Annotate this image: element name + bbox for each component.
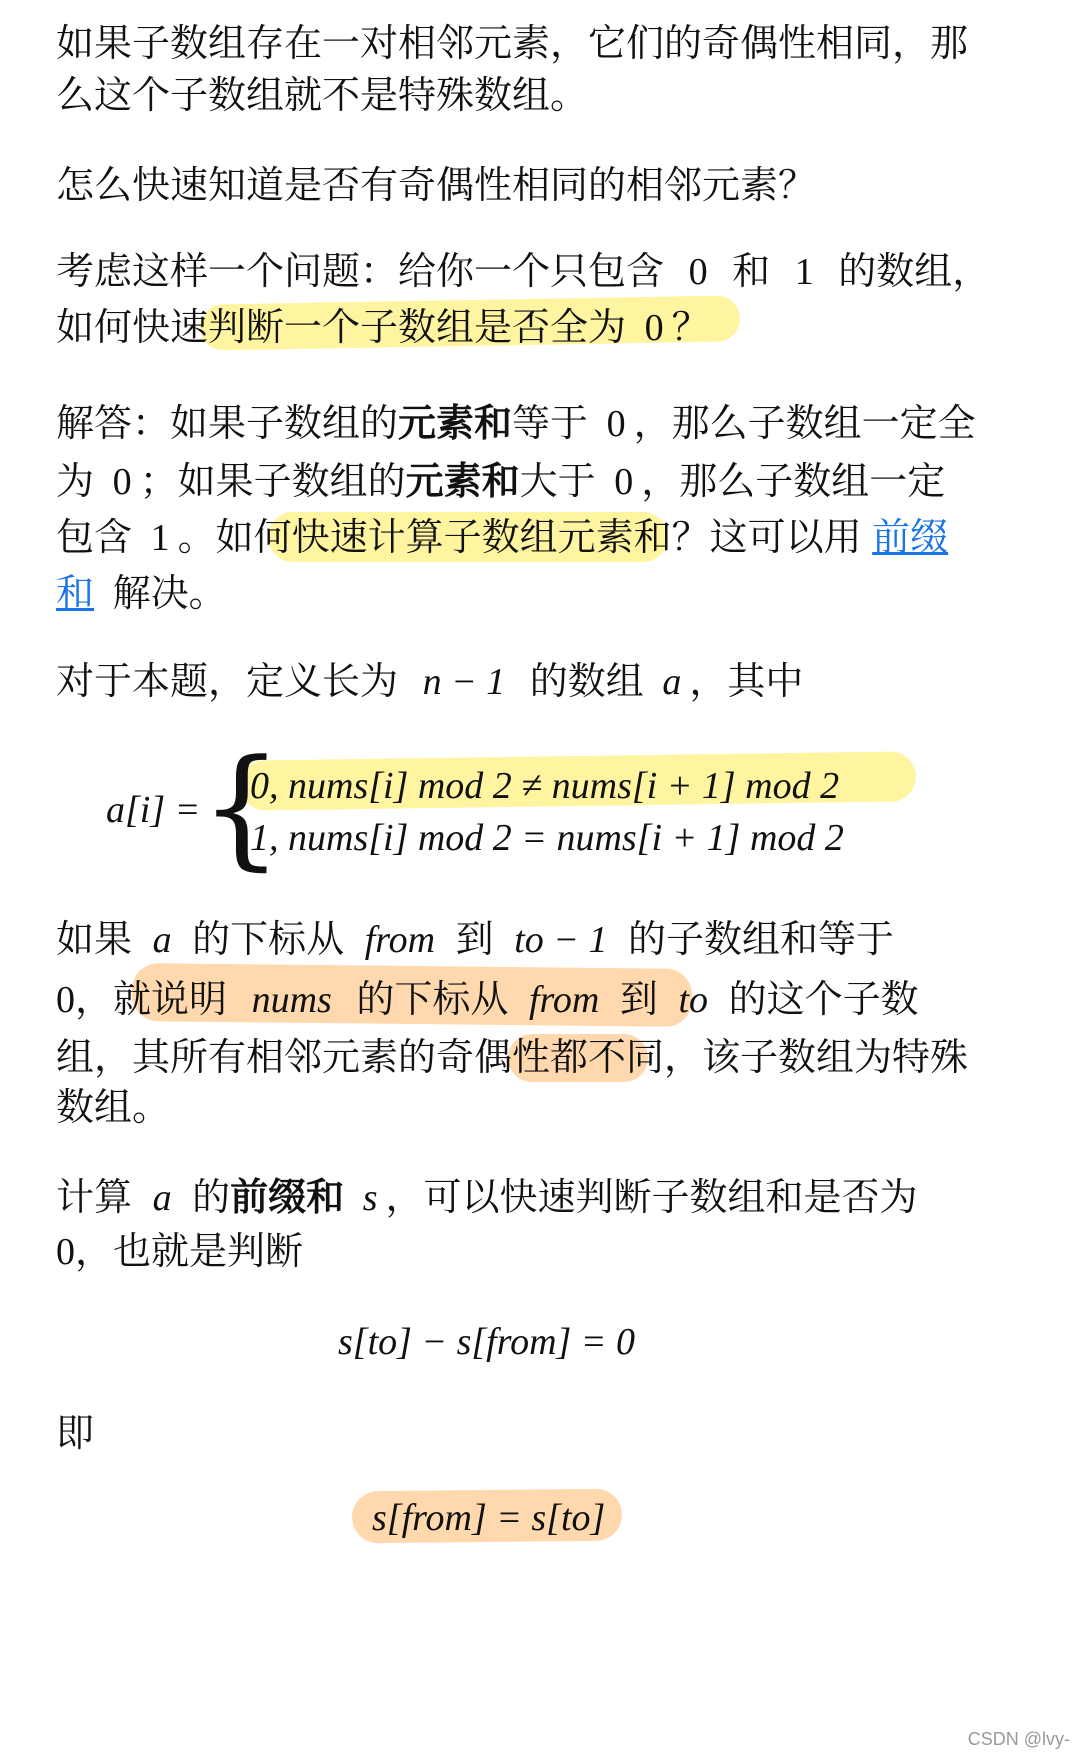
p7-d: ，也就是判断 — [75, 1231, 304, 1273]
p6-l4: 数组。 — [56, 1087, 171, 1129]
p5-c: ，其中 — [689, 661, 804, 703]
math-nums: nums — [251, 979, 332, 1021]
p6-l1-d: 的子数组和等于 — [628, 919, 895, 961]
p6-l2-d: 的这个子数 — [728, 979, 919, 1021]
math-from: from — [364, 919, 436, 961]
paragraph-5 — [56, 650, 803, 714]
math-n-minus-1: n − 1 — [422, 661, 506, 703]
p4-l2-c: 大于 — [519, 461, 596, 503]
p4-l3-b: 。如何快速计算子数组元素和？这可以用 — [177, 517, 862, 559]
p4-l2-a: 为 — [56, 461, 95, 503]
p3-text-a: 考虑这样一个问题：给你一个只包含 — [56, 251, 665, 293]
paragraph-2 — [56, 154, 816, 218]
math-zero: 0 — [644, 307, 664, 349]
p3-and: 和 — [732, 251, 771, 293]
p6-l1-b: 的下标从 — [192, 919, 345, 961]
p4-l2-b: ；如果子数组的 — [139, 461, 406, 503]
p3-line2-b: ？ — [671, 307, 710, 349]
p5-b: 的数组 — [529, 661, 644, 703]
p4-bold-sum-2: 元素和 — [405, 461, 520, 503]
eq1-brace: { — [200, 731, 283, 883]
p4-l1-a: 解答：如果子数组的 — [56, 403, 399, 445]
math-zero: 0 — [688, 251, 708, 293]
eq1-lhs: a[i] = — [106, 789, 201, 831]
paragraph-6 — [56, 908, 894, 972]
paragraph-8 — [56, 1402, 94, 1466]
p6-l2-c: 到 — [619, 979, 658, 1021]
p2-text: 怎么快速知道是否有奇偶性相同的相邻元素？ — [56, 165, 817, 207]
paragraph-4 — [56, 392, 976, 456]
paragraph-7-line2 — [56, 1220, 303, 1284]
math-a: a — [152, 919, 172, 961]
eq1-row1: 0, nums[i] mod 2 ≠ nums[i + 1] mod 2 — [250, 765, 840, 807]
math-s: s — [362, 1177, 378, 1219]
p6-l2-a: ，就说明 — [75, 979, 228, 1021]
math-to-minus-1: to − 1 — [514, 919, 608, 961]
p6-l2-b: 的下标从 — [356, 979, 509, 1021]
p4-l4: 解决。 — [112, 573, 227, 615]
paragraph-1-line2 — [56, 64, 588, 128]
p4-l2-d: ，那么子数组一定 — [641, 461, 946, 503]
math-zero: 0 — [614, 461, 634, 503]
math-from: from — [528, 979, 600, 1021]
p1-line2: 么这个子数组就不是特殊数组。 — [56, 75, 589, 117]
p3-line2-a: 如何快速判断一个子数组是否全为 — [56, 307, 627, 349]
math-one: 1 — [150, 517, 170, 559]
p8-text: 即 — [56, 1413, 95, 1455]
p3-text-b: 的数组， — [838, 251, 991, 293]
p7-b: 的 — [192, 1177, 231, 1219]
eq1-row2: 1, nums[i] mod 2 = nums[i + 1] mod 2 — [250, 817, 844, 859]
math-zero: 0 — [56, 1231, 75, 1273]
watermark: CSDN @lvy- — [967, 1729, 1070, 1749]
p4-bold-sum: 元素和 — [398, 403, 513, 445]
math-zero: 0 — [606, 403, 626, 445]
p5-a: 对于本题，定义长为 — [56, 661, 399, 703]
p7-a: 计算 — [56, 1177, 133, 1219]
p4-l1-b: 等于 — [512, 403, 589, 445]
math-zero: 0 — [112, 461, 132, 503]
p7-c: ，可以快速判断子数组和是否为 — [385, 1177, 918, 1219]
paragraph-6-line3 — [56, 1026, 968, 1090]
p4-l1-c: ，那么子数组一定全 — [633, 403, 976, 445]
paragraph-4-line2 — [56, 450, 945, 514]
math-a: a — [662, 661, 682, 703]
p6-l1-c: 到 — [455, 919, 494, 961]
paragraph-3-line2 — [56, 296, 710, 360]
paragraph-3 — [56, 240, 990, 304]
math-a: a — [152, 1177, 172, 1219]
p6-l1-a: 如果 — [56, 919, 133, 961]
paragraph-4-line3 — [56, 506, 948, 570]
paragraph-4-line4 — [56, 562, 227, 626]
paragraph-6-line2 — [56, 968, 919, 1032]
p7-bold: 前缀和 — [230, 1177, 345, 1219]
p6-l3: 组，其所有相邻元素的奇偶性都不同，该子数组为特殊 — [56, 1037, 969, 1079]
paragraph-6-line4 — [56, 1076, 170, 1140]
equation-prefix-equal: s[from] = s[to] — [372, 1497, 606, 1539]
prefix-sum-link[interactable]: 前缀 — [872, 517, 949, 559]
equation-prefix-diff: s[to] − s[from] = 0 — [338, 1321, 635, 1363]
prefix-sum-link-cont[interactable]: 和 — [56, 573, 95, 615]
p1-line1: 如果子数组存在一对相邻元素，它们的奇偶性相同，那 — [56, 23, 969, 65]
p4-l3-a: 包含 — [56, 517, 133, 559]
math-to: to — [678, 979, 709, 1021]
math-zero: 0 — [56, 979, 75, 1021]
math-one: 1 — [794, 251, 814, 293]
